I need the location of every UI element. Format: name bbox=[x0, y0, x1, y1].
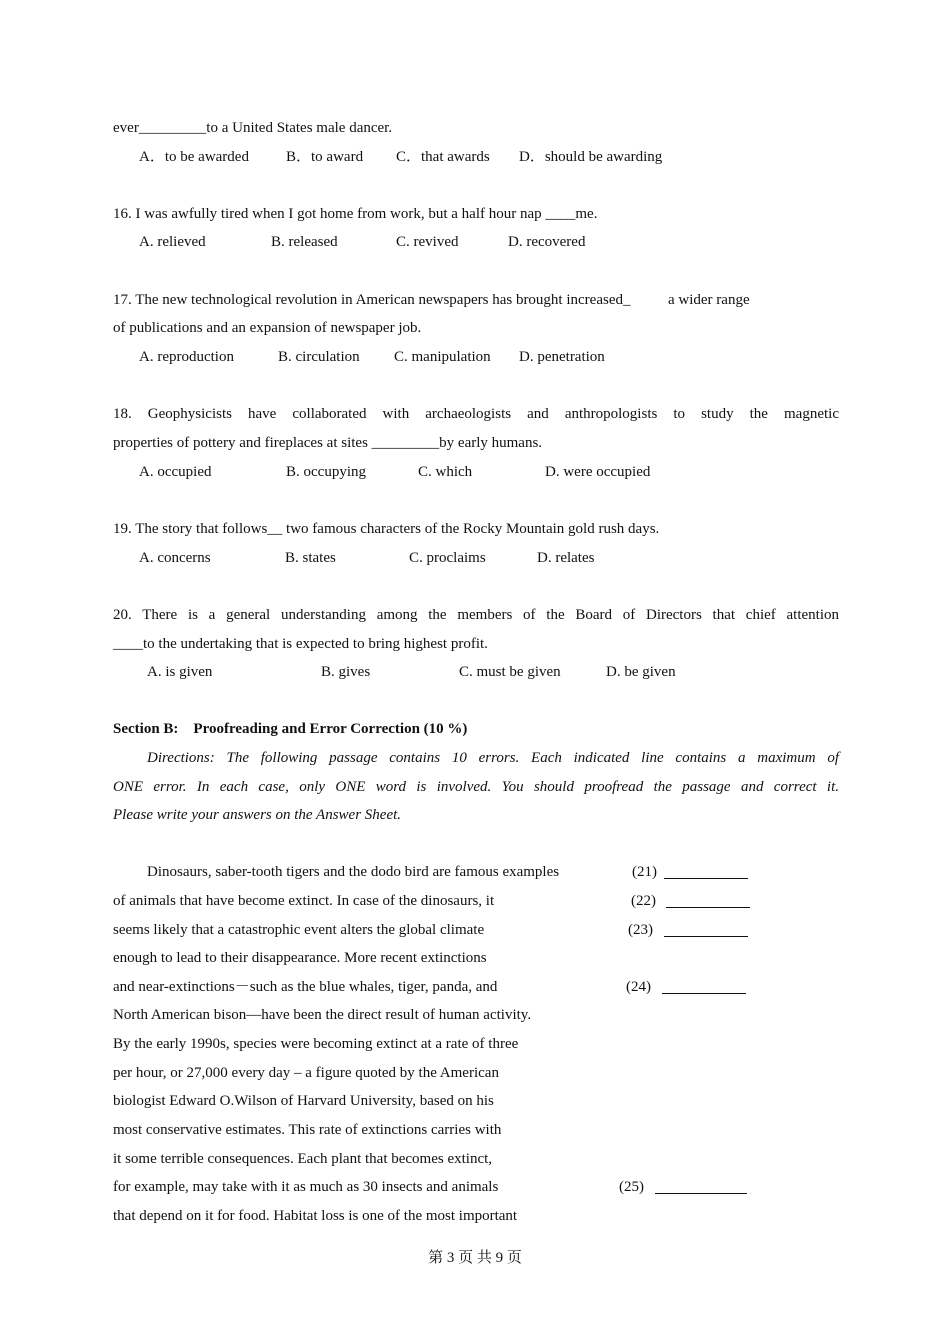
q20-option-d: D. be given bbox=[606, 664, 676, 680]
passage-line: most conservative estimates. This rate of extinctions carries with bbox=[113, 1122, 502, 1138]
section-b-title: Section B: Proofreading and Error Correction (10 %) bbox=[113, 721, 468, 737]
q17-option-c: C. manipulation bbox=[394, 349, 491, 365]
section-b-directions-line3: Please write your answers on the Answer Sheet. bbox=[113, 807, 402, 823]
answer-number-21: (21) bbox=[632, 864, 657, 880]
passage-line: By the early 1990s, species were becoming extinct at a rate of three bbox=[113, 1036, 519, 1052]
q16-option-c: C. revived bbox=[396, 234, 459, 250]
q18-option-b: B. occupying bbox=[286, 464, 366, 480]
section-b-directions-line2: ONE error. In each case, only ONE word is involved. You should proofread the passage and correct it. bbox=[113, 779, 839, 795]
answer-number-22: (22) bbox=[631, 893, 656, 909]
q15-option-d: D．should be awarding bbox=[519, 149, 663, 165]
q17-option-a: A. reproduction bbox=[139, 349, 234, 365]
q18-stem-line1: 18. Geophysicists have collaborated with archaeologists and anthropologists to study the magnetic bbox=[113, 406, 839, 422]
passage-line: biologist Edward O.Wilson of Harvard University, based on his bbox=[113, 1093, 494, 1109]
passage-line: North American bison—have been the direct result of human activity. bbox=[113, 1007, 532, 1023]
q20-option-c: C. must be given bbox=[459, 664, 561, 680]
passage-line: enough to lead to their disappearance. More recent extinctions bbox=[113, 950, 487, 966]
page-footer: 第 3 页 共 9 页 bbox=[428, 1250, 522, 1266]
passage-line: for example, may take with it as much as 30 insects and animals bbox=[113, 1179, 499, 1195]
passage-line: it some terrible consequences. Each plant that becomes extinct, bbox=[113, 1151, 493, 1167]
section-b-directions-line1: Directions: The following passage contains 10 errors. Each indicated line contains a maximum of bbox=[147, 750, 839, 766]
q17-option-b: B. circulation bbox=[278, 349, 360, 365]
q18-option-a: A. occupied bbox=[139, 464, 212, 480]
q17-option-d: D. penetration bbox=[519, 349, 605, 365]
q19-option-b: B. states bbox=[285, 550, 336, 566]
passage-line: per hour, or 27,000 every day – a figure quoted by the American bbox=[113, 1065, 499, 1081]
q19-stem: 19. The story that follows__ two famous characters of the Rocky Mountain gold rush days. bbox=[113, 521, 660, 537]
passage-line: seems likely that a catastrophic event alters the global climate bbox=[113, 922, 485, 938]
passage-line: Dinosaurs, saber-tooth tigers and the dodo bird are famous examples bbox=[147, 864, 560, 880]
q19-option-d: D. relates bbox=[537, 550, 595, 566]
q18-option-c: C. which bbox=[418, 464, 473, 480]
passage-line: of animals that have become extinct. In case of the dinosaurs, it bbox=[113, 893, 495, 909]
q15-option-b: B．to award bbox=[286, 149, 364, 165]
q15-option-a: A．to be awarded bbox=[139, 149, 249, 165]
q16-stem: 16. I was awfully tired when I got home from work, but a half hour nap ____me. bbox=[113, 206, 598, 222]
q17-stem-line1: 17. The new technological revolution in American newspapers has brought increased_ a wider range bbox=[113, 292, 750, 308]
q15-stem: ever_________to a United States male dancer. bbox=[113, 120, 393, 136]
passage-line: that depend on it for food. Habitat loss is one of the most important bbox=[113, 1208, 518, 1224]
answer-blank-24[interactable] bbox=[662, 993, 746, 994]
q18-option-d: D. were occupied bbox=[545, 464, 651, 480]
passage-line: and near-extinctions－such as the blue whales, tiger, panda, and bbox=[113, 979, 498, 995]
q19-option-c: C. proclaims bbox=[409, 550, 486, 566]
answer-blank-25[interactable] bbox=[655, 1193, 747, 1194]
answer-number-23: (23) bbox=[628, 922, 653, 938]
q20-option-b: B. gives bbox=[321, 664, 371, 680]
q15-option-c: C．that awards bbox=[396, 149, 490, 165]
q20-option-a: A. is given bbox=[147, 664, 213, 680]
q19-option-a: A. concerns bbox=[139, 550, 211, 566]
answer-number-25: (25) bbox=[619, 1179, 644, 1195]
answer-blank-22[interactable] bbox=[666, 907, 750, 908]
answer-blank-21[interactable] bbox=[664, 878, 748, 879]
q16-option-d: D. recovered bbox=[508, 234, 586, 250]
q17-stem-line2: of publications and an expansion of newspaper job. bbox=[113, 320, 422, 336]
q16-option-a: A. relieved bbox=[139, 234, 206, 250]
q18-stem-line2: properties of pottery and fireplaces at sites _________by early humans. bbox=[113, 435, 543, 451]
q20-stem-line1: 20. There is a general understanding among the members of the Board of Directors that chief attention bbox=[113, 607, 839, 623]
answer-blank-23[interactable] bbox=[664, 936, 748, 937]
answer-number-24: (24) bbox=[626, 979, 651, 995]
q16-option-b: B. released bbox=[271, 234, 338, 250]
q20-stem-line2: ____to the undertaking that is expected to bring highest profit. bbox=[113, 636, 488, 652]
